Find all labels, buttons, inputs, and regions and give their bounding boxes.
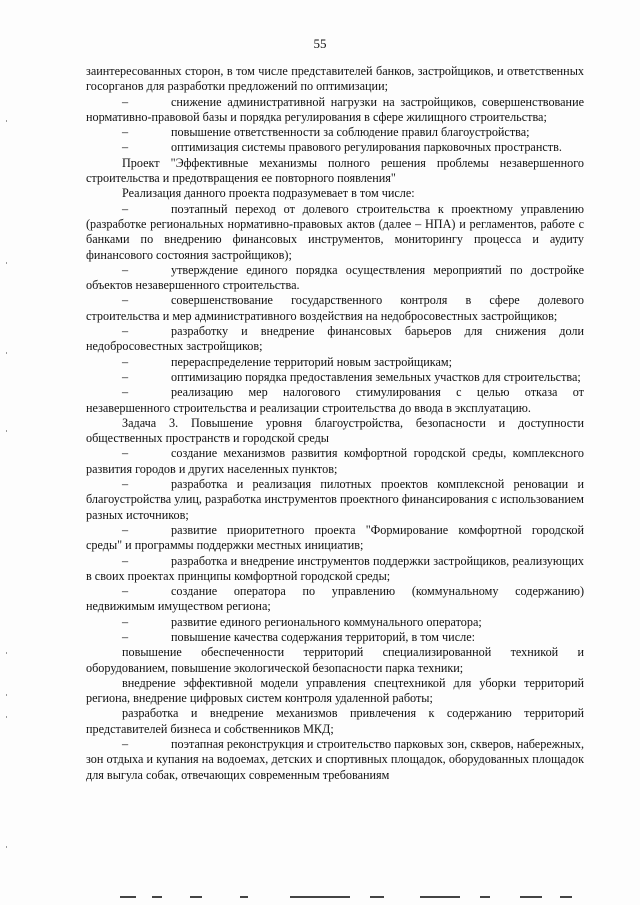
- list-item-paragraph: [86, 355, 584, 370]
- list-item-paragraph: [86, 263, 584, 294]
- page-number: 55: [313, 36, 327, 51]
- dash-marker: –: [122, 262, 129, 277]
- dash-marker: –: [122, 522, 129, 537]
- dash-marker: –: [122, 737, 129, 752]
- text-paragraph: [86, 645, 584, 676]
- list-item-paragraph: [86, 125, 584, 140]
- scan-bottom-edge: [120, 896, 590, 900]
- paragraph-text: Реализация данного проекта подразумевает в том числе:: [122, 186, 415, 201]
- list-item-paragraph: [86, 630, 584, 645]
- paragraph-text: Проект "Эффективные механизмы полного решения проблемы незавершенного строительства и предотвращения ее повторного появления": [86, 155, 584, 186]
- paragraph-text: повышение обеспеченности территорий специализированной техникой и оборудованием, повышение экологической безопасности парка техники;: [86, 645, 584, 675]
- dash-marker: –: [122, 385, 129, 400]
- dash-marker: –: [122, 629, 129, 644]
- dash-marker: –: [122, 94, 129, 109]
- dash-marker: –: [122, 614, 129, 629]
- list-item-paragraph: [86, 385, 584, 416]
- paragraph-text: перераспределение территорий новым застройщикам;: [171, 354, 452, 369]
- paragraph-text: реализацию мер налогового стимулирования с целью отказа от незавершенного строительства и реализации строительства до ввода в эксплуатацию.: [86, 385, 584, 415]
- paragraph-text: оптимизацию порядка предоставления земельных участков для строительства;: [171, 369, 581, 384]
- dash-marker: –: [122, 477, 129, 492]
- list-item-paragraph: [86, 615, 584, 630]
- paragraph-text: развитие единого регионального коммунального оператора;: [171, 614, 482, 629]
- list-item-paragraph: [86, 324, 584, 355]
- list-item-paragraph: [86, 446, 584, 477]
- paragraph-text: внедрение эффективной модели управления спецтехникой для уборки территорий региона, внедрение цифровых систем контроля удаленной работы;: [86, 675, 584, 706]
- dash-marker: –: [122, 125, 129, 140]
- list-item-paragraph: [86, 140, 584, 155]
- paragraph-text: поэтапная реконструкция и строительство парковых зон, скверов, набережных, зон отдыха и купания на водоемах, детских и спортивных площадок, оборудованных площадок для выгула собак, отвечающих современным требованиям: [86, 737, 584, 782]
- dash-marker: –: [122, 553, 129, 568]
- list-item-paragraph: [86, 95, 584, 126]
- list-item-paragraph: [86, 293, 584, 324]
- text-paragraph: [86, 676, 584, 707]
- paragraph-text: снижение административной нагрузки на застройщиков, совершенствование нормативно-правовой базы и порядка регулирования в сфере жилищного строительства;: [86, 94, 584, 124]
- dash-marker: –: [122, 584, 129, 599]
- dash-marker: –: [122, 140, 129, 155]
- dash-marker: –: [122, 446, 129, 461]
- paragraph-text: оптимизация системы правового регулирования парковочных пространств.: [171, 140, 562, 155]
- list-item-paragraph: [86, 584, 584, 615]
- paragraph-text: разработка и внедрение инструментов поддержки застройщиков, реализующих в своих проектах принципы комфортной городской среды;: [86, 553, 584, 583]
- text-paragraph: [86, 186, 584, 201]
- dash-marker: –: [122, 354, 129, 369]
- paragraph-text: Задача 3. Повышение уровня благоустройства, безопасности и доступности общественных пространств и городской среды: [86, 415, 584, 446]
- paragraph-text: совершенствование государственного контроля в сфере долевого строительства и мер административного воздействия на недобросовестных застройщиков;: [86, 293, 584, 323]
- document-body: [86, 64, 584, 783]
- text-paragraph: [86, 64, 584, 95]
- paragraph-text: утверждение единого порядка осуществления мероприятий по достройке объектов незавершенного строительства.: [86, 262, 584, 293]
- dash-marker: –: [122, 369, 129, 384]
- dash-marker: –: [122, 324, 129, 339]
- paragraph-text: разработка и внедрение механизмов привлечения к содержанию территорий представителей бизнеса и собственников МКД;: [86, 706, 584, 736]
- paragraph-text: развитие приоритетного проекта "Формирование комфортной городской среды" и программы поддержки местных инициатив;: [86, 522, 584, 553]
- list-item-paragraph: [86, 477, 584, 523]
- text-paragraph: [86, 706, 584, 737]
- paragraph-text: разработка и реализация пилотных проектов комплексной реновации и благоустройства улиц, разработка инструментов проектного финансирования с использованием разных источников;: [86, 477, 584, 522]
- list-item-paragraph: [86, 554, 584, 585]
- paragraph-text: повышение качества содержания территорий, в том числе:: [171, 629, 475, 644]
- paragraph-text: поэтапный переход от долевого строительства к проектному управлению (разработке региональных нормативно-правовых актов (далее – НПА) и регламентов, работе с банками по внедрению финансовых инструментов, мониторингу процесса и аудиту финансового состояния застройщиков);: [86, 201, 584, 262]
- list-item-paragraph: [86, 370, 584, 385]
- list-item-paragraph: [86, 523, 584, 554]
- list-item-paragraph: [86, 737, 584, 783]
- list-item-paragraph: [86, 202, 584, 263]
- dash-marker: –: [122, 201, 129, 216]
- paragraph-text: создание механизмов развития комфортной городской среды, комплексного развития городов и других населенных пунктов;: [86, 446, 584, 476]
- paragraph-text: создание оператора по управлению (коммунальному содержанию) недвижимым имуществом региона;: [86, 584, 584, 614]
- dash-marker: –: [122, 293, 129, 308]
- text-paragraph: [86, 156, 584, 187]
- text-paragraph: [86, 416, 584, 447]
- scan-margin-marks: [6, 0, 12, 905]
- paragraph-text: разработку и внедрение финансовых барьеров для снижения доли недобросовестных застройщиков;: [86, 324, 584, 354]
- paragraph-text: повышение ответственности за соблюдение правил благоустройства;: [171, 125, 530, 140]
- paragraph-text: заинтересованных сторон, в том числе представителей банков, застройщиков, и ответственных госорганов для разработки предложений по оптимизации;: [86, 64, 584, 94]
